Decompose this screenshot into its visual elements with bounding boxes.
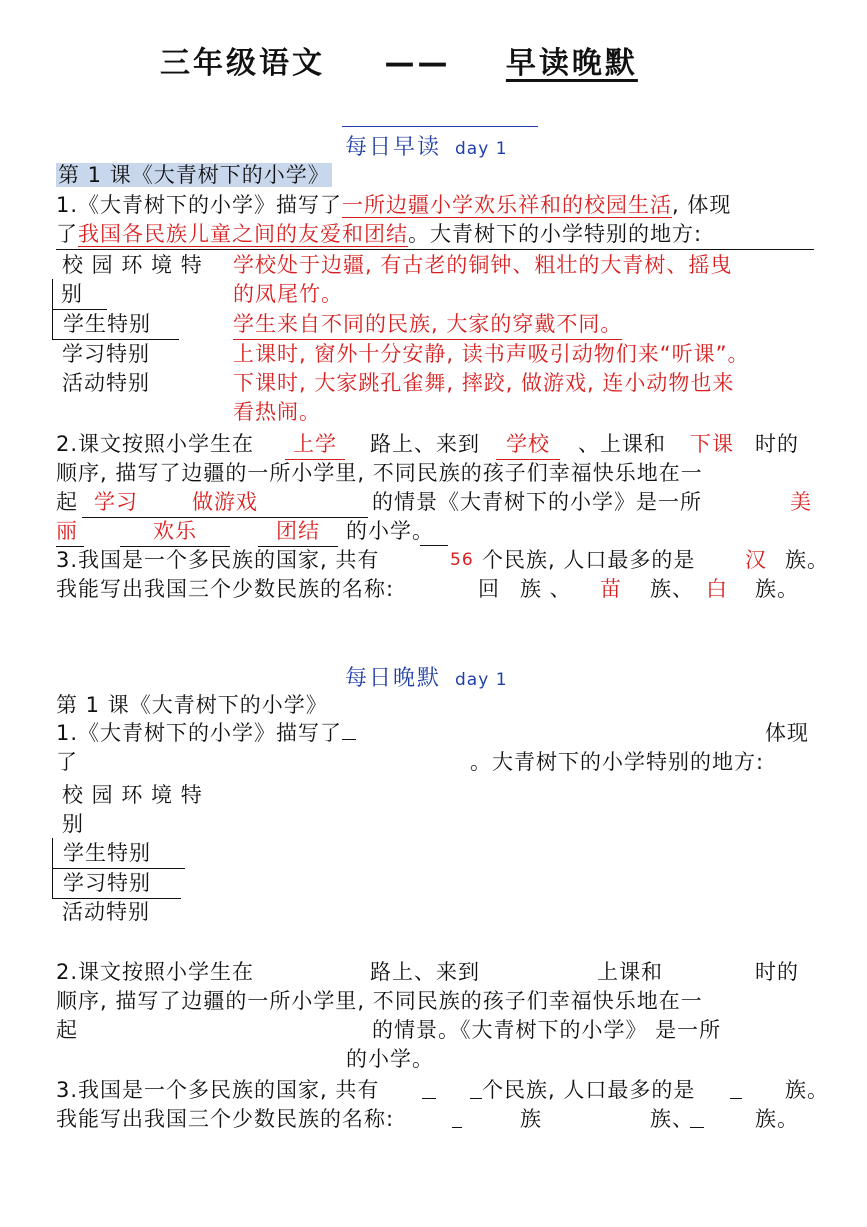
morning-row-label-environment: 校 园 环 境 特 <box>62 253 203 277</box>
morning-q3-part-f: 族、 <box>650 577 694 601</box>
morning-q1-mid: , 体现 <box>672 193 732 217</box>
morning-row-answer-students: 学生来自不同的民族, 大家的穿戴不同。 <box>233 309 622 340</box>
evening-q2-part-e: 起 <box>56 1018 78 1042</box>
evening-q2-part-a: 2.课文按照小学生在 <box>56 960 255 984</box>
morning-q3-answer2: 汉 <box>745 548 767 572</box>
evening-q3-part-b: 个民族, 人口最多的是 <box>482 1078 696 1102</box>
morning-q1-suffix: 。大青树下的小学特别的地方: <box>408 222 703 246</box>
page-title <box>160 38 638 82</box>
title-grade: 三年级语文 <box>160 46 325 81</box>
morning-heading-rule <box>342 126 538 127</box>
evening-q3-part-a: 3.我国是一个多民族的国家, 共有 <box>56 1078 380 1102</box>
morning-row-answer-activity: 下课时, 大家跳孔雀舞, 摔跤, 做游戏, 连小动物也来 <box>233 371 735 395</box>
morning-day: day 1 <box>455 139 508 159</box>
morning-q2-answer5: 做游戏 <box>192 490 258 514</box>
evening-row-label-environment-2: 别 <box>62 812 84 836</box>
evening-day: day 1 <box>455 670 508 690</box>
morning-q2-part-e: 起 <box>56 490 78 514</box>
evening-q1-blank1[interactable] <box>342 719 356 740</box>
evening-q1-prefix: 1.《大青树下的小学》描写了 <box>56 721 343 745</box>
morning-row-answer-activity-2: 看热闹。 <box>233 400 321 424</box>
evening-row-label-environment: 校 园 环 境 特 <box>62 783 203 807</box>
evening-q2-part-c: 上课和 <box>597 960 663 984</box>
morning-q3-part-b: 个民族, 人口最多的是 <box>482 548 696 572</box>
evening-q2-part-g: 的小学。 <box>346 1047 434 1071</box>
title-topic: 早读晚默 <box>505 46 638 81</box>
evening-row-label-study: 学习特别 <box>52 868 181 899</box>
morning-q3-part-g: 族。 <box>755 577 799 601</box>
evening-q3-part-e: 族 <box>520 1107 542 1131</box>
evening-heading-text: 每日晚默 <box>345 666 442 691</box>
morning-q1-line1 <box>56 190 731 220</box>
morning-q3-part-d: 我能写出我国三个少数民族的名称: <box>56 577 395 601</box>
morning-q1-line2 <box>56 219 814 250</box>
evening-q3-part-d: 我能写出我国三个少数民族的名称: <box>56 1107 395 1131</box>
morning-row-label-students: 学生特别 <box>52 309 179 340</box>
morning-q1-answer2: 我国各民族儿童之间的友爱和团结 <box>78 222 408 246</box>
evening-q2-part-f: 的情景。《大青树下的小学》 是一所 <box>372 1018 722 1042</box>
morning-row-label-study: 学习特别 <box>62 342 150 366</box>
morning-q3-answer5: 白 <box>706 577 728 601</box>
morning-q3-answer1: 56 <box>450 550 474 570</box>
morning-q2-part-a: 2.课文按照小学生在 <box>56 432 255 456</box>
morning-heading <box>345 130 508 161</box>
morning-heading-text: 每日早读 <box>345 135 442 160</box>
morning-q1-prefix: 1.《大青树下的小学》描写了 <box>56 193 343 217</box>
evening-q1-suffix: 。大青树下的小学特别的地方: <box>470 750 765 774</box>
morning-q2-answer2: 学校 <box>496 429 560 460</box>
evening-q3-part-g: 族。 <box>755 1107 799 1131</box>
evening-row-label-activity: 活动特别 <box>62 900 150 924</box>
morning-row-answer-environment: 学校处于边疆, 有古老的铜钟、粗壮的大青树、摇曳 <box>233 253 733 277</box>
morning-q2-blank4 <box>82 487 368 518</box>
morning-q3-part-e: 族 、 <box>520 577 572 601</box>
morning-q2-part-d: 时的 <box>755 432 799 456</box>
morning-q2-part-c: 、上课和 <box>578 432 666 456</box>
morning-q3-answer4: 苗 <box>600 577 622 601</box>
morning-q2-answer6a: 美 <box>790 490 812 514</box>
evening-q2-line2: 顺序, 描写了边疆的一所小学里, 不同民族的孩子们幸福快乐地在一 <box>56 989 703 1013</box>
evening-q3-blank2[interactable] <box>730 1098 742 1099</box>
morning-q2-line2: 顺序, 描写了边疆的一所小学里, 不同民族的孩子们幸福快乐地在一 <box>56 461 703 485</box>
morning-lesson-text: 第 1 课《大青树下的小学》 <box>58 163 330 187</box>
evening-q3-part-c: 族。 <box>785 1078 829 1102</box>
morning-q3-answer3: 回 <box>478 577 500 601</box>
morning-row-label-activity: 活动特别 <box>62 371 150 395</box>
morning-q2-part-f: 的情景《大青树下的小学》是一所 <box>372 490 702 514</box>
evening-q2-part-b: 路上、来到 <box>370 960 480 984</box>
morning-row-answer-environment-2: 的凤尾竹。 <box>233 282 343 306</box>
evening-q1-mid: 体现 <box>765 721 809 745</box>
evening-q3-blank1a[interactable] <box>422 1098 436 1099</box>
morning-q3-part-c: 族。 <box>785 548 829 572</box>
morning-q3-part-a: 3.我国是一个多民族的国家, 共有 <box>56 548 380 572</box>
evening-q3-blank5[interactable] <box>690 1127 704 1128</box>
morning-q2-answer1: 上学 <box>285 429 345 460</box>
morning-lesson <box>56 160 332 190</box>
morning-row-answer-study: 上课时, 窗外十分安静, 读书声吸引动物们来“听课”。 <box>233 342 750 366</box>
evening-q1-le: 了 <box>56 750 78 774</box>
morning-q1-answer1: 一所边疆小学欢乐祥和的校园生活 <box>342 193 673 217</box>
morning-q2-answer4: 学习 <box>94 490 138 514</box>
evening-q3-blank3[interactable] <box>452 1127 462 1128</box>
evening-q1-line1 <box>56 718 356 748</box>
morning-q2-answer8: 团结 <box>258 516 338 547</box>
morning-q1-le: 了 <box>56 222 78 246</box>
evening-q2-part-d: 时的 <box>755 960 799 984</box>
morning-q2-part-g: 的小学。 <box>346 519 434 543</box>
morning-q3-blank1-lead <box>420 545 448 546</box>
morning-row-label-environment-2: 别 <box>52 279 107 310</box>
morning-q2-answer3: 下课 <box>690 432 734 456</box>
evening-q3-blank1b[interactable] <box>470 1098 482 1099</box>
evening-q3-part-f: 族、 <box>650 1107 694 1131</box>
title-dash: —— <box>384 46 451 81</box>
morning-q2-answer6b: 丽 <box>56 516 84 547</box>
evening-lesson: 第 1 课《大青树下的小学》 <box>56 693 328 717</box>
evening-row-label-students: 学生特别 <box>52 838 185 869</box>
morning-q2-part-b: 路上、来到 <box>370 432 480 456</box>
morning-q2-answer7: 欢乐 <box>120 516 230 547</box>
evening-heading <box>345 661 508 692</box>
